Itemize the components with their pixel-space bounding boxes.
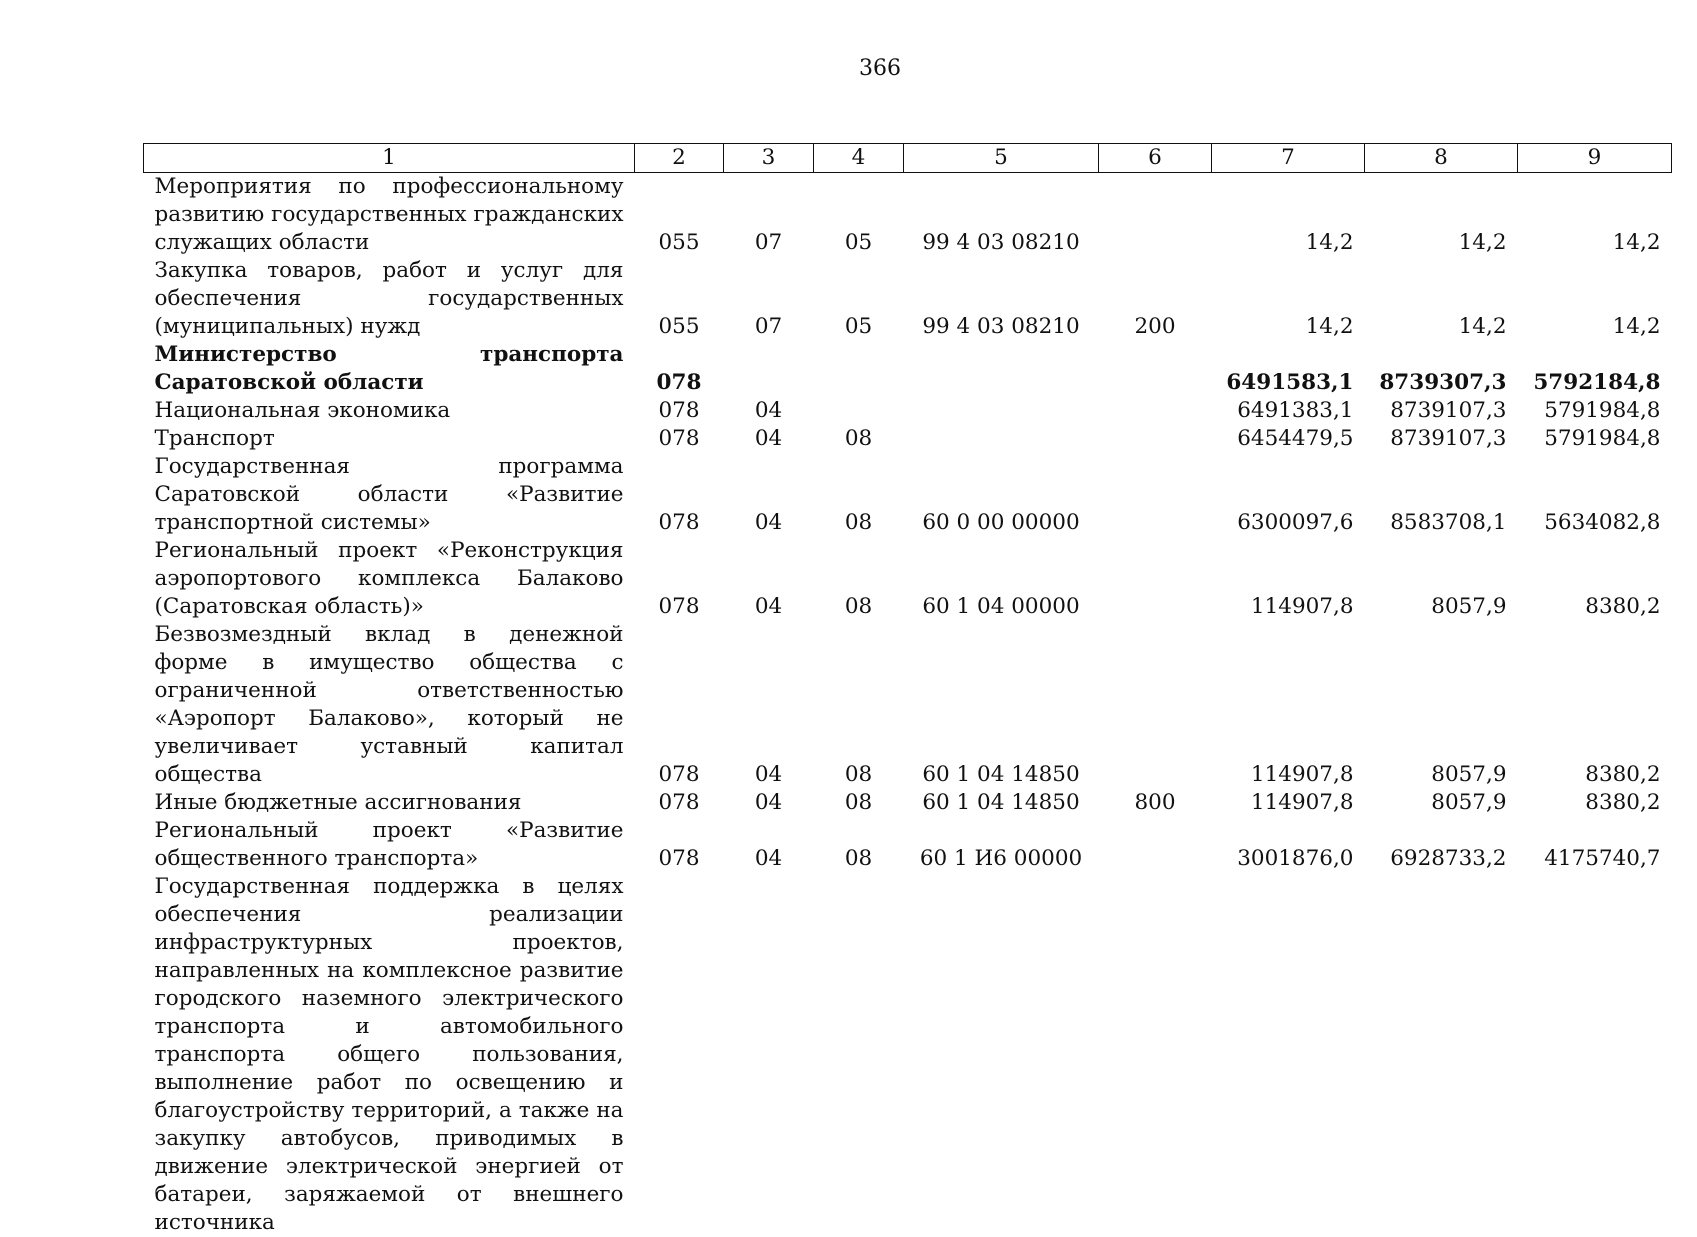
table-row [144,453,1672,537]
table-row [144,257,1672,341]
cell-expense-type [1099,173,1212,258]
row-name: Государственная поддержка в целях обеспечения реализации инфраструктурных проектов, направленных на комплексное развитие городского наземного электрического транспорта и автомобильного транспорта общего пользования, выполнение работ по освещению и благоустройству территорий, а также на закупку автобусов, приводимых в движение электрической энергией от батареи, заряжаемой от внешнего источника [144,873,635,1237]
table-row [144,397,1672,425]
cell-amount-col7: 14,2 [1212,173,1365,258]
cell-target-article [904,397,1099,425]
page-number: 366 [0,56,1697,81]
cell-target-article: 99 4 03 08210 [904,257,1099,341]
cell-target-article [904,341,1099,397]
cell-section: 04 [724,789,814,817]
cell-ministry-code: 078 [635,789,724,817]
column-header: 5 [904,144,1099,173]
table-row [144,621,1672,789]
column-header: 1 [144,144,635,173]
cell-amount-col7: 14,2 [1212,257,1365,341]
cell-expense-type [1099,621,1212,789]
cell-subsection: 08 [814,537,904,621]
cell-amount-col8: 8057,9 [1365,789,1518,817]
cell-target-article: 60 0 00 00000 [904,453,1099,537]
cell-amount-col9: 8380,2 [1518,537,1672,621]
cell-expense-type: 800 [1099,789,1212,817]
cell-ministry-code: 078 [635,621,724,789]
cell-amount-col8: 14,2 [1365,173,1518,258]
column-header: 7 [1212,144,1365,173]
cell-amount-col8: 8739307,3 [1365,341,1518,397]
cell-amount-col8: 8739107,3 [1365,397,1518,425]
budget-table [143,143,1672,1237]
cell-subsection: 05 [814,173,904,258]
cell-expense-type [1099,397,1212,425]
row-name: Национальная экономика [144,397,635,425]
cell-amount-col7: 114907,8 [1212,537,1365,621]
cell-section: 04 [724,453,814,537]
row-name: Транспорт [144,425,635,453]
cell-amount-col9: 14,2 [1518,173,1672,258]
cell-amount-col7: 114907,8 [1212,789,1365,817]
cell-expense-type [1099,341,1212,397]
cell-subsection: 05 [814,257,904,341]
cell-subsection: 08 [814,789,904,817]
cell-amount-col9: 5634082,8 [1518,453,1672,537]
table-row [144,173,1672,258]
cell-amount-col8: 8739107,3 [1365,425,1518,453]
cell-amount-col7: 6491583,1 [1212,341,1365,397]
cell-amount-col7: 6454479,5 [1212,425,1365,453]
cell-expense-type [1099,453,1212,537]
table-row [144,537,1672,621]
cell-target-article: 60 1 И6 00000 [904,817,1099,873]
table-row [144,873,1672,1237]
row-name: Региональный проект «Реконструкция аэропортового комплекса Балаково (Саратовская область)» [144,537,635,621]
cell-amount-col9: 5791984,8 [1518,397,1672,425]
table-row [144,789,1672,817]
cell-section: 04 [724,817,814,873]
cell-amount-col8: 8057,9 [1365,537,1518,621]
cell-section: 04 [724,425,814,453]
cell-ministry-code: 055 [635,173,724,258]
cell-subsection: 08 [814,817,904,873]
cell-ministry-code: 078 [635,537,724,621]
cell-amount-col9 [1518,873,1672,1237]
cell-subsection: 08 [814,425,904,453]
row-name: Региональный проект «Развитие общественного транспорта» [144,817,635,873]
cell-amount-col9: 14,2 [1518,257,1672,341]
cell-expense-type [1099,537,1212,621]
cell-section [724,341,814,397]
column-header: 3 [724,144,814,173]
cell-section [724,873,814,1237]
cell-subsection [814,397,904,425]
cell-subsection [814,873,904,1237]
cell-amount-col8: 8057,9 [1365,621,1518,789]
table-row [144,817,1672,873]
cell-amount-col9: 5791984,8 [1518,425,1672,453]
cell-section: 04 [724,537,814,621]
row-name: Безвозмездный вклад в денежной форме в имущество общества с ограниченной ответственностью «Аэропорт Балаково», который не увеличивает уставный капитал общества [144,621,635,789]
cell-subsection: 08 [814,621,904,789]
cell-section: 07 [724,173,814,258]
row-name: Государственная программа Саратовской области «Развитие транспортной системы» [144,453,635,537]
cell-target-article [904,873,1099,1237]
cell-target-article: 60 1 04 00000 [904,537,1099,621]
row-name: Закупка товаров, работ и услуг для обеспечения государственных (муниципальных) нужд [144,257,635,341]
cell-amount-col8: 6928733,2 [1365,817,1518,873]
table-row-ministry [144,341,1672,397]
cell-amount-col9: 4175740,7 [1518,817,1672,873]
cell-expense-type [1099,873,1212,1237]
cell-expense-type: 200 [1099,257,1212,341]
cell-section: 04 [724,397,814,425]
row-name: Иные бюджетные ассигнования [144,789,635,817]
cell-section: 04 [724,621,814,789]
table-body [144,173,1672,1237]
cell-target-article [904,425,1099,453]
cell-amount-col9: 5792184,8 [1518,341,1672,397]
cell-ministry-code: 078 [635,397,724,425]
cell-amount-col9: 8380,2 [1518,621,1672,789]
cell-target-article: 60 1 04 14850 [904,789,1099,817]
row-name: Министерство транспорта Саратовской области [144,341,635,397]
cell-ministry-code [635,873,724,1237]
cell-amount-col7: 6491383,1 [1212,397,1365,425]
cell-ministry-code: 055 [635,257,724,341]
cell-ministry-code: 078 [635,425,724,453]
cell-section: 07 [724,257,814,341]
column-number-row [144,144,1672,173]
cell-amount-col9: 8380,2 [1518,789,1672,817]
column-header: 2 [635,144,724,173]
cell-expense-type [1099,817,1212,873]
cell-amount-col7: 6300097,6 [1212,453,1365,537]
column-header: 4 [814,144,904,173]
cell-amount-col8: 8583708,1 [1365,453,1518,537]
cell-ministry-code: 078 [635,453,724,537]
cell-amount-col7 [1212,873,1365,1237]
column-header: 8 [1365,144,1518,173]
cell-amount-col7: 114907,8 [1212,621,1365,789]
table-row [144,425,1672,453]
cell-ministry-code: 078 [635,341,724,397]
cell-target-article: 99 4 03 08210 [904,173,1099,258]
column-header: 6 [1099,144,1212,173]
cell-amount-col7: 3001876,0 [1212,817,1365,873]
column-header: 9 [1518,144,1672,173]
cell-target-article: 60 1 04 14850 [904,621,1099,789]
cell-amount-col8: 14,2 [1365,257,1518,341]
cell-subsection: 08 [814,453,904,537]
row-name: Мероприятия по профессиональному развитию государственных гражданских служащих области [144,173,635,258]
cell-amount-col8 [1365,873,1518,1237]
cell-expense-type [1099,425,1212,453]
cell-subsection [814,341,904,397]
cell-ministry-code: 078 [635,817,724,873]
